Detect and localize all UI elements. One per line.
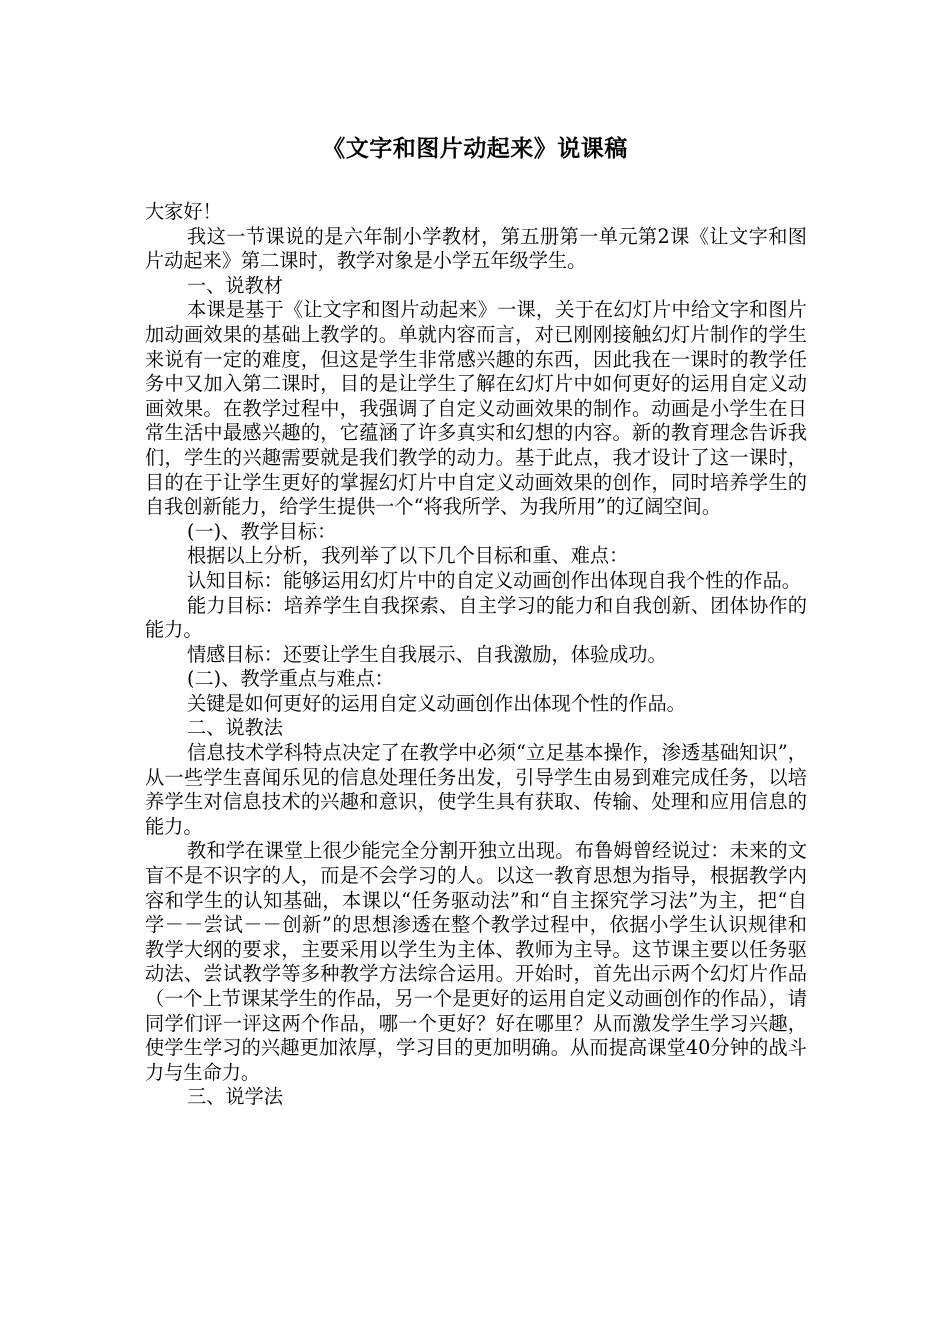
paragraph: 我这一节课说的是六年制小学教材，第五册第一单元第2课《让文字和图片动起来》第二课时，教学对象是小学五年级学生。 [145,224,807,273]
document-body [145,200,807,1110]
paragraph: 本课是基于《让文字和图片动起来》一课，关于在幻灯片中给文字和图片加动画效果的基础上教学的。单就内容而言，对已刚刚接触幻灯片制作的学生来说有一定的难度，但这是学生非常感兴趣的东西，因此我在一课时的教学任务中又加入第二课时，目的是让学生了解在幻灯片中如何更好的运用自定义动画效果。在教学过程中，我强调了自定义动画效果的制作。动画是小学生在日常生活中最感兴趣的，它蕴涵了许多真实和幻想的内容。新的教育理念告诉我们，学生的兴趣需要就是我们教学的动力。基于此点，我才设计了这一课时，目的在于让学生更好的掌握幻灯片中自定义动画效果的创作，同时培养学生的自我创新能力，给学生提供一个“将我所学、为我所用”的辽阔空间。 [145,298,807,519]
paragraph: 认知目标：能够运用幻灯片中的自定义动画创作出体现自我个性的作品。 [187,568,801,592]
paragraph: 关键是如何更好的运用自定义动画创作出体现个性的作品。 [187,691,686,715]
paragraph: 情感目标：还要让学生自我展示、自我激励，体验成功。 [187,642,667,666]
paragraph: 二、说教法 [187,716,283,740]
paragraph: 根据以上分析，我列举了以下几个目标和重、难点： [187,544,629,568]
paragraph: 三、说学法 [187,1085,283,1109]
paragraph: 大家好！ [145,200,222,223]
document-title: 《文字和图片动起来》说课稿 [322,136,628,162]
paragraph: (二)、教学重点与难点： [187,667,394,691]
paragraph: (一)、教学目标： [187,519,337,543]
paragraph: 一、说教材 [187,273,283,297]
paragraph: 能力目标：培养学生自我探索、自主学习的能力和自我创新、团体协作的能力。 [145,593,807,642]
paragraph: 信息技术学科特点决定了在教学中必须“立足基本操作，渗透基础知识”，从一些学生喜闻乐见的信息处理任务出发，引导学生由易到难完成任务，以培养学生对信息技术的兴趣和意识，使学生具有获取、传输、处理和应用信息的能力。 [145,741,807,838]
paragraph: 教和学在课堂上很少能完全分割开独立出现。布鲁姆曾经说过：未来的文盲不是不识字的人，而是不会学习的人。以这一教育思想为指导，根据教学内容和学生的认知基础，本课以“任务驱动法”和“自主探究学习法”为主，把“自学－－尝试－－创新”的思想渗透在整个教学过程中，依据小学生认识规律和教学大纲的要求，主要采用以学生为主体、教师为主导。这节课主要以任务驱动法、尝试教学等多种教学方法综合运用。开始时，首先出示两个幻灯片作品（一个上节课某学生的作品，另一个是更好的运用自定义动画创作的作品），请同学们评一评这两个作品，哪一个更好？好在哪里？从而激发学生学习兴趣，使学生学习的兴趣更加浓厚，学习目的更加明确。从而提高课堂40分钟的战斗力与生命力。 [145,839,807,1084]
